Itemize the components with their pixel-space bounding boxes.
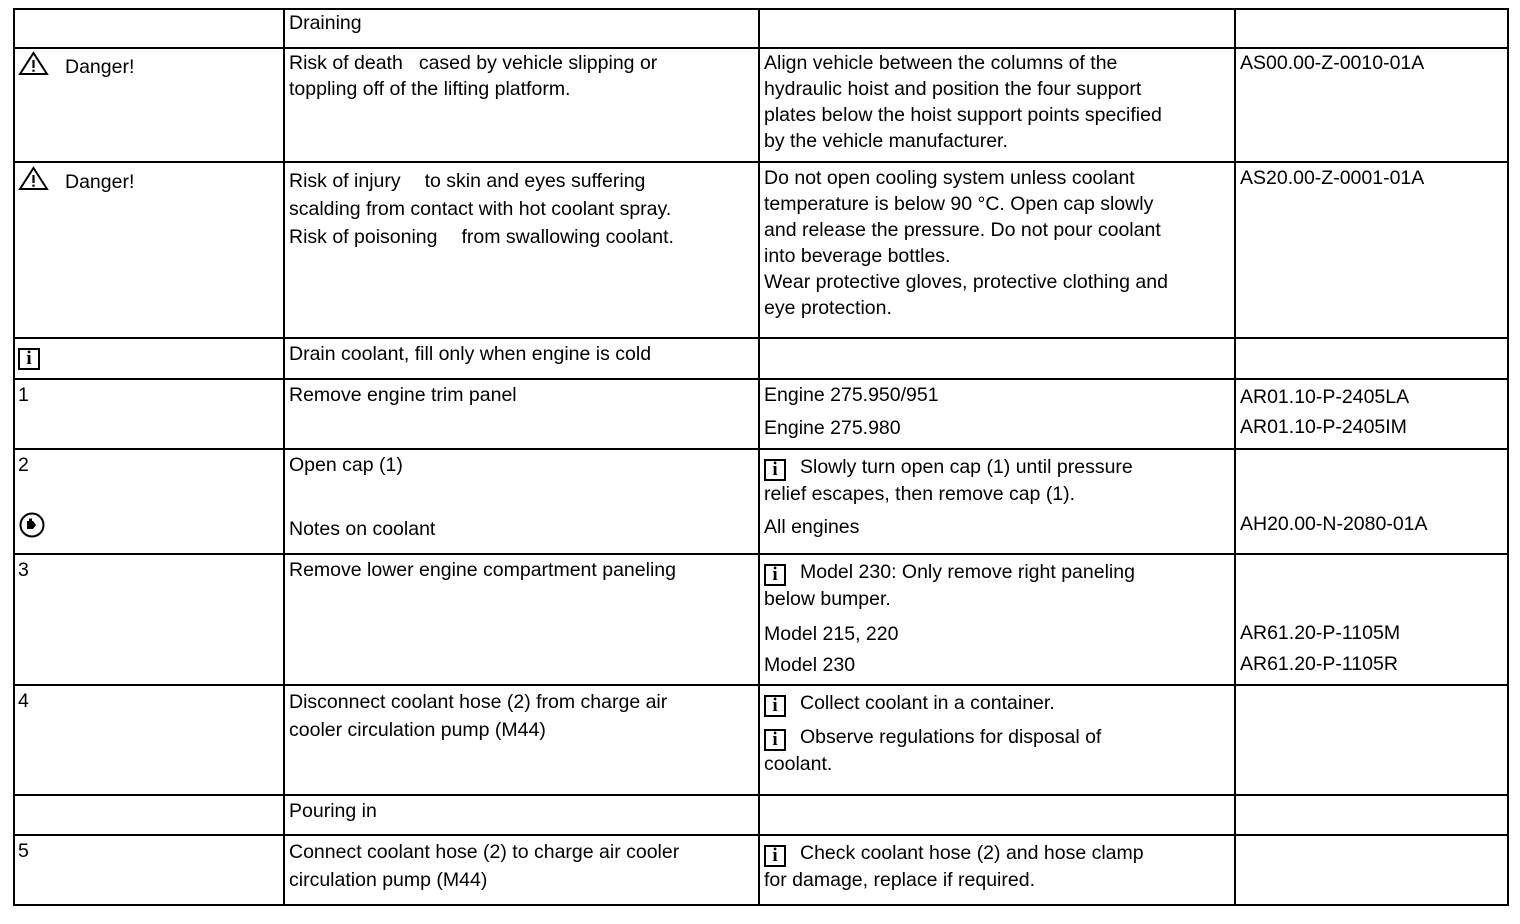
note-text: Slowly turn open cap (1) until pressure bbox=[800, 456, 1133, 478]
step-row-1 bbox=[14, 379, 1508, 449]
step-text: cooler circulation pump (M44) bbox=[289, 719, 546, 741]
info-icon: i bbox=[764, 845, 786, 867]
step-row-3 bbox=[14, 554, 1508, 685]
section-row-draining bbox=[14, 9, 1508, 48]
reference-code[interactable]: AR01.10-P-2405IM bbox=[1240, 416, 1407, 438]
step-text: Remove engine trim panel bbox=[284, 379, 759, 449]
reference-code[interactable]: AR61.20-P-1105R bbox=[1240, 653, 1398, 675]
step-number: 1 bbox=[14, 379, 284, 449]
step-text: Disconnect coolant hose (2) from charge air bbox=[289, 691, 668, 713]
hazard-title: Risk of injury bbox=[289, 170, 401, 192]
note-text: relief escapes, then remove cap (1). bbox=[764, 483, 1076, 505]
hazard-text: from swallowing coolant. bbox=[461, 226, 674, 248]
note-text: below bumper. bbox=[764, 588, 891, 610]
step-number: 3 bbox=[14, 554, 284, 685]
step-row-5 bbox=[14, 835, 1508, 905]
note-text: for damage, replace if required. bbox=[764, 869, 1035, 891]
hazard-text-line: scalding from contact with hot coolant spray. bbox=[289, 198, 672, 220]
step-subtext: Notes on coolant bbox=[289, 518, 436, 540]
step-row-2 bbox=[14, 449, 1508, 554]
reference-code[interactable]: AS00.00-Z-0010-01A bbox=[1235, 48, 1508, 162]
instruction-line: by the vehicle manufacturer. bbox=[764, 130, 1008, 152]
step-text: Connect coolant hose (2) to charge air cooler bbox=[289, 841, 680, 863]
danger-label: Danger! bbox=[65, 56, 135, 78]
engine-variant: Engine 275.950/951 bbox=[764, 384, 939, 406]
reference-code[interactable]: AR01.10-P-2405LA bbox=[1240, 386, 1410, 408]
instruction-line: temperature is below 90 °C. Open cap slowly bbox=[764, 193, 1154, 215]
note-text: coolant. bbox=[764, 753, 833, 775]
instruction-line: Align vehicle between the columns of the bbox=[764, 52, 1118, 74]
info-icon: i bbox=[764, 564, 786, 586]
section-title-draining: Draining bbox=[284, 9, 759, 48]
info-row-cold-engine bbox=[14, 338, 1508, 379]
warning-triangle-icon bbox=[18, 166, 49, 198]
instruction-line: Do not open cooling system unless coolant bbox=[764, 167, 1135, 189]
instruction-line: Wear protective gloves, protective clothing and bbox=[764, 271, 1168, 293]
model-variant: Model 230 bbox=[764, 654, 856, 676]
danger-row-hoist bbox=[14, 48, 1508, 162]
model-variant: Model 215, 220 bbox=[764, 623, 899, 645]
step-number: 4 bbox=[14, 685, 284, 795]
danger-label: Danger! bbox=[65, 171, 135, 193]
step-number: 5 bbox=[14, 835, 284, 905]
instruction-line: and release the pressure. Do not pour coolant bbox=[764, 219, 1161, 241]
note-text: Collect coolant in a container. bbox=[800, 692, 1055, 714]
reference-code[interactable]: AS20.00-Z-0001-01A bbox=[1235, 162, 1508, 338]
section-row-pouring-in bbox=[14, 795, 1508, 835]
info-icon: i bbox=[764, 729, 786, 751]
pointing-hand-note-icon bbox=[18, 512, 46, 545]
step-row-4 bbox=[14, 685, 1508, 795]
procedure-table bbox=[13, 8, 1509, 906]
procedure-document bbox=[13, 8, 1507, 906]
hazard-text: cased by vehicle slipping or bbox=[418, 52, 658, 74]
info-icon: i bbox=[18, 348, 40, 370]
engine-variant: Engine 275.980 bbox=[764, 417, 901, 439]
info-icon: i bbox=[764, 695, 786, 717]
hazard-title: Risk of poisoning bbox=[289, 226, 438, 248]
step-text: Remove lower engine compartment paneling bbox=[284, 554, 759, 685]
instruction-line: into beverage bottles. bbox=[764, 245, 951, 267]
warning-triangle-icon bbox=[18, 51, 49, 83]
hazard-text-line: toppling off of the lifting platform. bbox=[289, 78, 571, 100]
step-text: Open cap (1) bbox=[289, 454, 403, 476]
danger-row-coolant bbox=[14, 162, 1508, 338]
reference-code[interactable]: AH20.00-N-2080-01A bbox=[1240, 513, 1428, 535]
note-text: Model 230: Only remove right paneling bbox=[800, 561, 1135, 583]
hazard-title: Risk of death bbox=[289, 52, 403, 74]
step-number: 2 bbox=[18, 454, 29, 476]
info-icon: i bbox=[764, 459, 786, 481]
hazard-text: to skin and eyes suffering bbox=[424, 170, 646, 192]
engine-variant: All engines bbox=[764, 516, 860, 538]
reference-code[interactable]: AR61.20-P-1105M bbox=[1240, 622, 1401, 644]
step-text: circulation pump (M44) bbox=[289, 869, 488, 891]
note-text: Check coolant hose (2) and hose clamp bbox=[800, 842, 1144, 864]
instruction-line: plates below the hoist support points specified bbox=[764, 104, 1162, 126]
instruction-line: hydraulic hoist and position the four support bbox=[764, 78, 1142, 100]
instruction-line: eye protection. bbox=[764, 297, 892, 319]
info-text: Drain coolant, fill only when engine is cold bbox=[284, 338, 759, 379]
note-text: Observe regulations for disposal of bbox=[800, 726, 1102, 748]
section-title-pouring-in: Pouring in bbox=[284, 795, 759, 835]
